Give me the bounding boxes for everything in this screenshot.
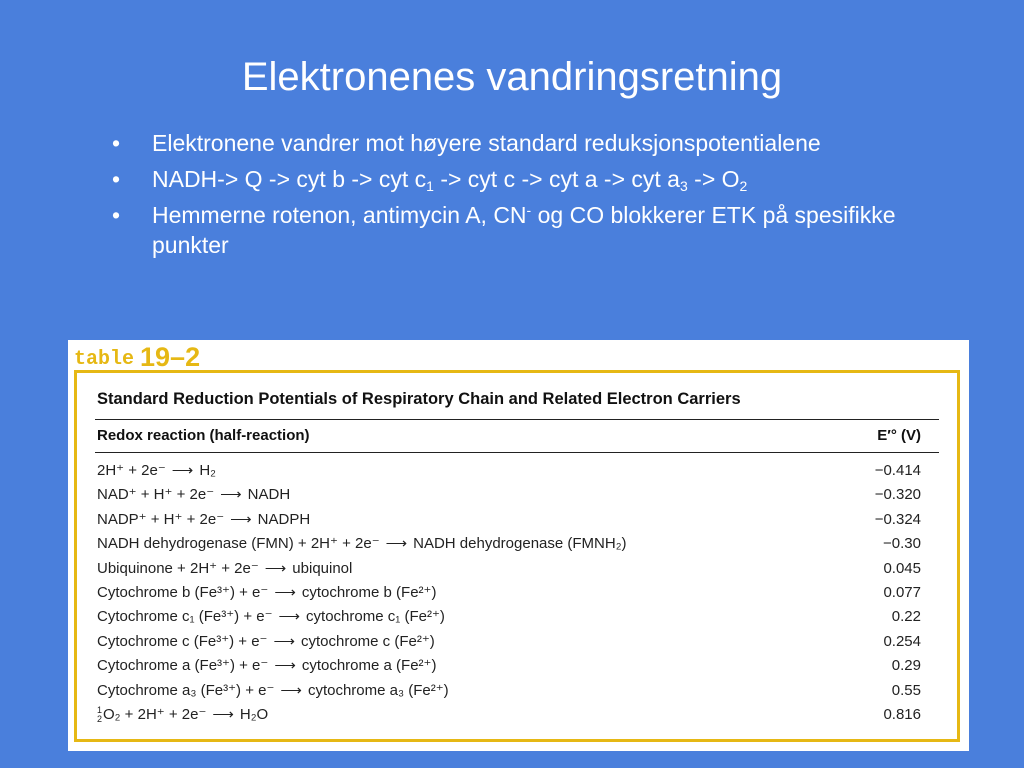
- reactants: 2H⁺ + 2e⁻: [97, 462, 166, 479]
- half-reaction: [97, 557, 352, 581]
- reactants: O₂ + 2H⁺ + 2e⁻: [103, 705, 207, 723]
- half-reaction: [97, 654, 436, 678]
- subscript: 1: [426, 178, 434, 194]
- reactants: NAD⁺ + H⁺ + 2e⁻: [97, 486, 215, 504]
- bullet-marker: •: [112, 130, 121, 156]
- products: cytochrome b (Fe²⁺): [301, 583, 437, 601]
- bullet-marker: •: [112, 202, 121, 228]
- arrow-icon: ⟶: [274, 583, 296, 601]
- table-frame: [74, 370, 960, 742]
- arrow-icon: ⟶: [278, 608, 301, 626]
- table-row: [97, 508, 921, 532]
- bullet-text-part: og CO blokkerer ETK på spesifikke punkter: [152, 202, 896, 258]
- table-row: [97, 459, 921, 483]
- column-header-reaction: Redox reaction (half-reaction): [97, 427, 310, 444]
- reactants: Ubiquinone + 2H⁺ + 2e⁻: [97, 559, 259, 577]
- reactants: NADH dehydrogenase (FMN) + 2H⁺ + 2e⁻: [97, 535, 380, 553]
- reactants: Cytochrome a (Fe³⁺) + e⁻: [97, 657, 269, 675]
- products: NADPH: [257, 510, 311, 528]
- table-row: [97, 483, 921, 507]
- products: ubiquinol: [292, 559, 353, 577]
- products: H₂: [199, 462, 216, 479]
- table-row: [97, 581, 921, 605]
- table-tag-word: table: [74, 348, 135, 371]
- table-row: [97, 679, 921, 703]
- bullet-list: [112, 128, 932, 266]
- potential-value: −0.414: [874, 462, 921, 479]
- reactants: Cytochrome c (Fe³⁺) + e⁻: [97, 632, 268, 650]
- slide-title: Elektronenes vandringsretning: [241, 55, 783, 99]
- potential-value: 0.077: [883, 583, 921, 601]
- bullet-text-part: -> O: [687, 166, 740, 192]
- bullet-text-part: -> cyt c -> cyt a -> cyt a: [433, 166, 680, 192]
- bullet-item: [112, 128, 932, 158]
- table-row: [97, 557, 921, 581]
- table-body: [97, 459, 921, 727]
- table-image-panel: [68, 340, 969, 751]
- table-row: [97, 630, 921, 654]
- reactants: Cytochrome b (Fe³⁺) + e⁻: [97, 583, 269, 601]
- table-row: [97, 703, 921, 727]
- reactants: Cytochrome c₁ (Fe³⁺) + e⁻: [97, 608, 273, 626]
- table-row: [97, 532, 921, 556]
- potential-value: 0.55: [891, 681, 921, 699]
- products: cytochrome a₃ (Fe²⁺): [307, 681, 449, 699]
- superscript: -: [526, 202, 532, 218]
- arrow-icon: ⟶: [274, 657, 296, 675]
- half-reaction: [97, 605, 445, 629]
- table-row: [97, 654, 921, 678]
- potential-value: −0.324: [874, 510, 921, 528]
- arrow-icon: ⟶: [171, 462, 194, 479]
- products: cytochrome a (Fe²⁺): [301, 657, 437, 675]
- arrow-icon: ⟶: [273, 632, 295, 650]
- bullet-text: Elektronene vandrer mot høyere standard reduksjonspotentialene: [152, 130, 821, 156]
- products: H₂O: [239, 705, 269, 723]
- table-number-tag: [74, 342, 200, 372]
- bullet-item: [112, 200, 932, 260]
- half-reaction: [97, 532, 627, 556]
- bullet-item: [112, 164, 932, 194]
- products: NADH: [247, 486, 291, 504]
- fraction: [97, 706, 102, 724]
- bullet-text-part: NADH-> Q -> cyt b -> cyt c: [152, 166, 427, 192]
- arrow-icon: ⟶: [280, 681, 302, 699]
- arrow-icon: ⟶: [264, 559, 287, 577]
- half-reaction: [97, 459, 216, 483]
- half-reaction: [97, 630, 435, 654]
- subscript: 2: [739, 178, 748, 194]
- potential-value: 0.29: [891, 657, 921, 675]
- half-reaction: [97, 679, 449, 703]
- bullet-text: [152, 166, 747, 192]
- fraction-denominator: 2: [97, 713, 103, 724]
- products: cytochrome c (Fe²⁺): [300, 632, 435, 650]
- arrow-icon: ⟶: [385, 535, 408, 553]
- table-rule: [95, 452, 939, 453]
- table-row: [97, 605, 921, 629]
- potential-value: −0.30: [883, 535, 921, 553]
- subscript: 3: [679, 178, 688, 194]
- products: cytochrome c₁ (Fe²⁺): [306, 608, 445, 626]
- potential-value: −0.320: [874, 486, 921, 504]
- arrow-icon: ⟶: [220, 486, 242, 504]
- table-tag-number: 19–2: [140, 342, 201, 372]
- column-header-potential: E′° (V): [877, 427, 921, 444]
- reactants: NADP⁺ + H⁺ + 2e⁻: [97, 510, 225, 528]
- arrow-icon: ⟶: [212, 705, 234, 723]
- arrow-icon: ⟶: [230, 510, 252, 528]
- bullet-text: [152, 202, 896, 258]
- table-caption: Standard Reduction Potentials of Respiratory Chain and Related Electron Carriers: [97, 390, 741, 408]
- bullet-marker: •: [112, 166, 121, 192]
- half-reaction: [97, 483, 290, 507]
- half-reaction: [97, 581, 436, 605]
- products: NADH dehydrogenase (FMNH₂): [413, 535, 627, 553]
- table-rule: [95, 419, 939, 420]
- potential-value: 0.816: [883, 705, 921, 723]
- reactants: Cytochrome a₃ (Fe³⁺) + e⁻: [97, 681, 275, 699]
- potential-value: 0.22: [891, 608, 921, 626]
- potential-value: 0.254: [883, 632, 921, 650]
- fraction-numerator: 1: [97, 704, 103, 715]
- half-reaction: [97, 508, 310, 532]
- half-reaction: [97, 703, 268, 727]
- potential-value: 0.045: [883, 559, 921, 577]
- bullet-text-part: Hemmerne rotenon, antimycin A, CN: [152, 202, 527, 228]
